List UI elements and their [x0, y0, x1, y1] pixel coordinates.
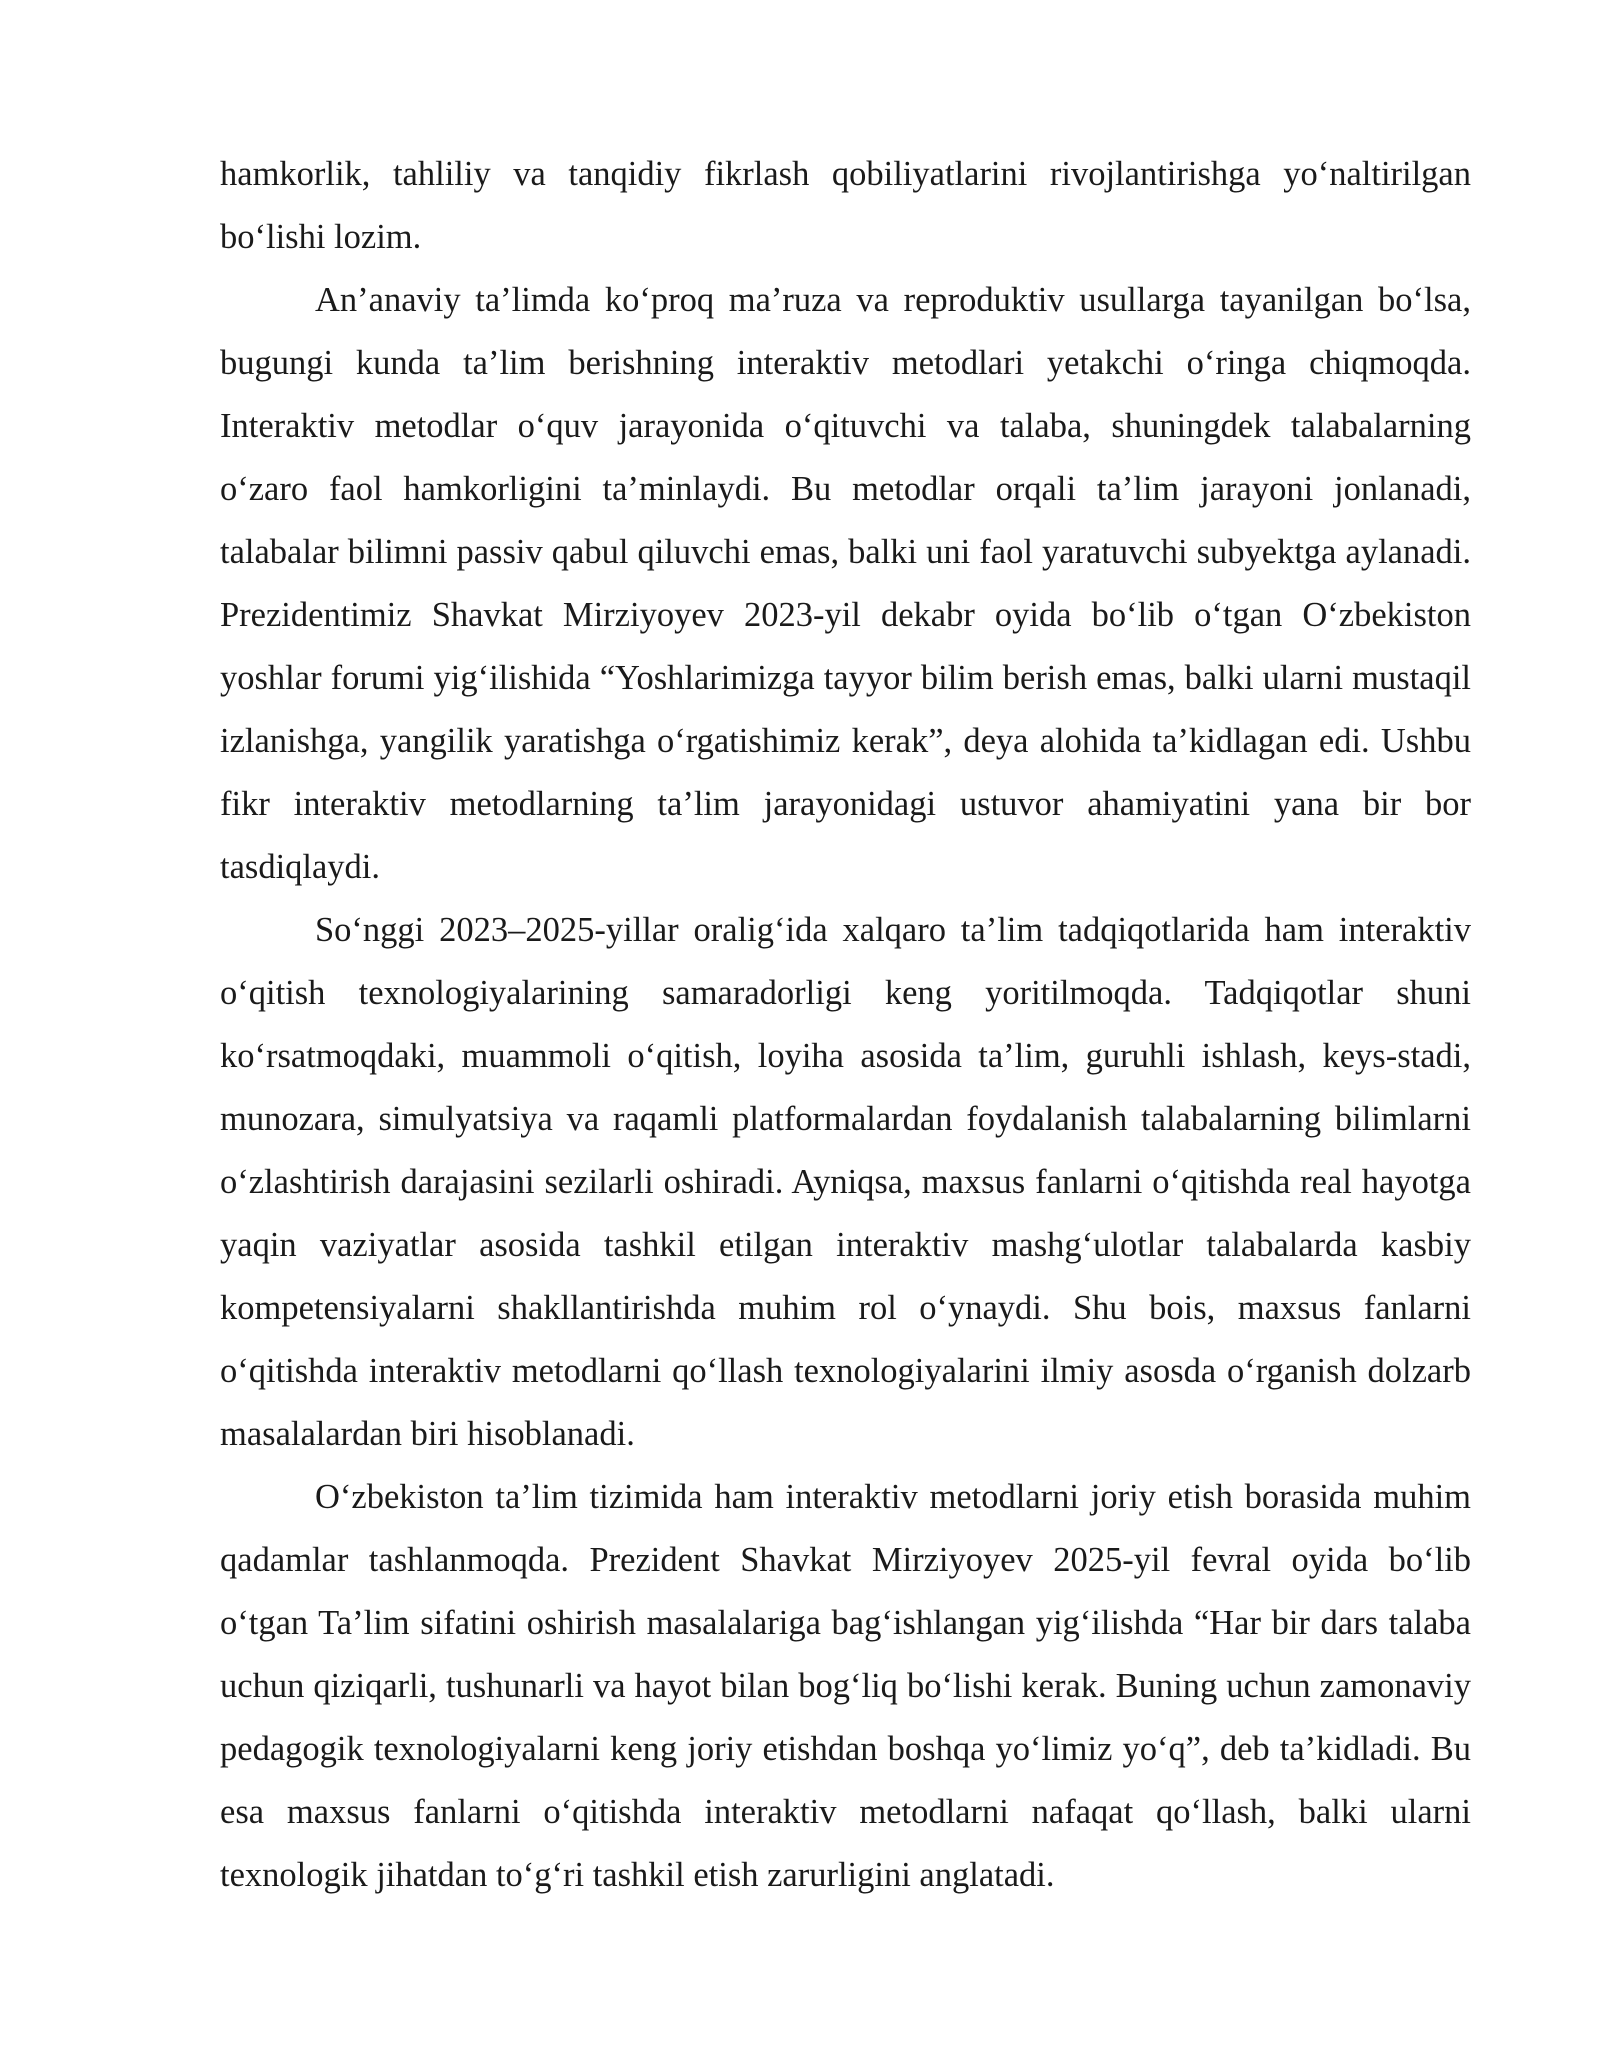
paragraph-continuation: hamkorlik, tahliliy va tanqidiy fikrlash qobiliyatlarini rivojlantirishga yo‘naltirilgan bo‘lishi lozim. — [220, 155, 1471, 256]
paragraph: O‘zbekiston ta’lim tizimida ham interaktiv metodlarni joriy etish borasida muhim qadamlar tashlanmoqda. Prezident Shavkat Mirziyoyev 2025-yil fevral oyida bo‘lib o‘tgan Ta’lim sifatini oshirish masalalariga bag‘ishlangan yig‘ilishda “Har bir dars talaba uchun qiziqarli, tushunarli va hayot bilan bog‘liq bo‘lishi kerak. Buning uchun zamonaviy pedagogik texnologiyalarni keng joriy etishdan boshqa yo‘limiz yo‘q”, deb ta’kidladi. Bu esa maxsus fanlarni o‘qitishda interaktiv metodlarni nafaqat qo‘llash, balki ularni texnologik jihatdan to‘g‘ri tashkil etish zarurligini anglatadi. — [220, 1478, 1471, 1894]
body-text — [220, 143, 1471, 1907]
paragraph: So‘nggi 2023–2025-yillar oralig‘ida xalqaro ta’lim tadqiqotlarida ham interaktiv o‘qitish texnologiyalarining samaradorligi keng yoritilmoqda. Tadqiqotlar shuni ko‘rsatmoqdaki, muammoli o‘qitish, loyiha asosida ta’lim, guruhli ishlash, keys-stadi, munozara, simulyatsiya va raqamli platformalardan foydalanish talabalarning bilimlarni o‘zlashtirish darajasini sezilarli oshiradi. Ayniqsa, maxsus fanlarni o‘qitishda real hayotga yaqin vaziyatlar asosida tashkil etilgan interaktiv mashg‘ulotlar talabalarda kasbiy kompetensiyalarni shakllantirishda muhim rol o‘ynaydi. Shu bois, maxsus fanlarni o‘qitishda interaktiv metodlarni qo‘llash texnologiyalarini ilmiy asosda o‘rganish dolzarb masalalardan biri hisoblanadi. — [220, 911, 1471, 1453]
paragraph: An’anaviy ta’limda ko‘proq ma’ruza va reproduktiv usullarga tayanilgan bo‘lsa, bugungi kunda ta’lim berishning interaktiv metodlari yetakchi o‘ringa chiqmoqda. Interaktiv metodlar o‘quv jarayonida o‘qituvchi va talaba, shuningdek talabalarning o‘zaro faol hamkorligini ta’minlaydi. Bu metodlar orqali ta’lim jarayoni jonlanadi, talabalar bilimni passiv qabul qiluvchi emas, balki uni faol yaratuvchi subyektga aylanadi. Prezidentimiz Shavkat Mirziyoyev 2023-yil dekabr oyida bo‘lib o‘tgan O‘zbekiston yoshlar forumi yig‘ilishida “Yoshlarimizga tayyor bilim berish emas, balki ularni mustaqil izlanishga, yangilik yaratishga o‘rgatishimiz kerak”, deya alohida ta’kidlagan edi. Ushbu fikr interaktiv metodlarning ta’lim jarayonidagi ustuvor ahamiyatini yana bir bor tasdiqlaydi. — [220, 281, 1471, 886]
